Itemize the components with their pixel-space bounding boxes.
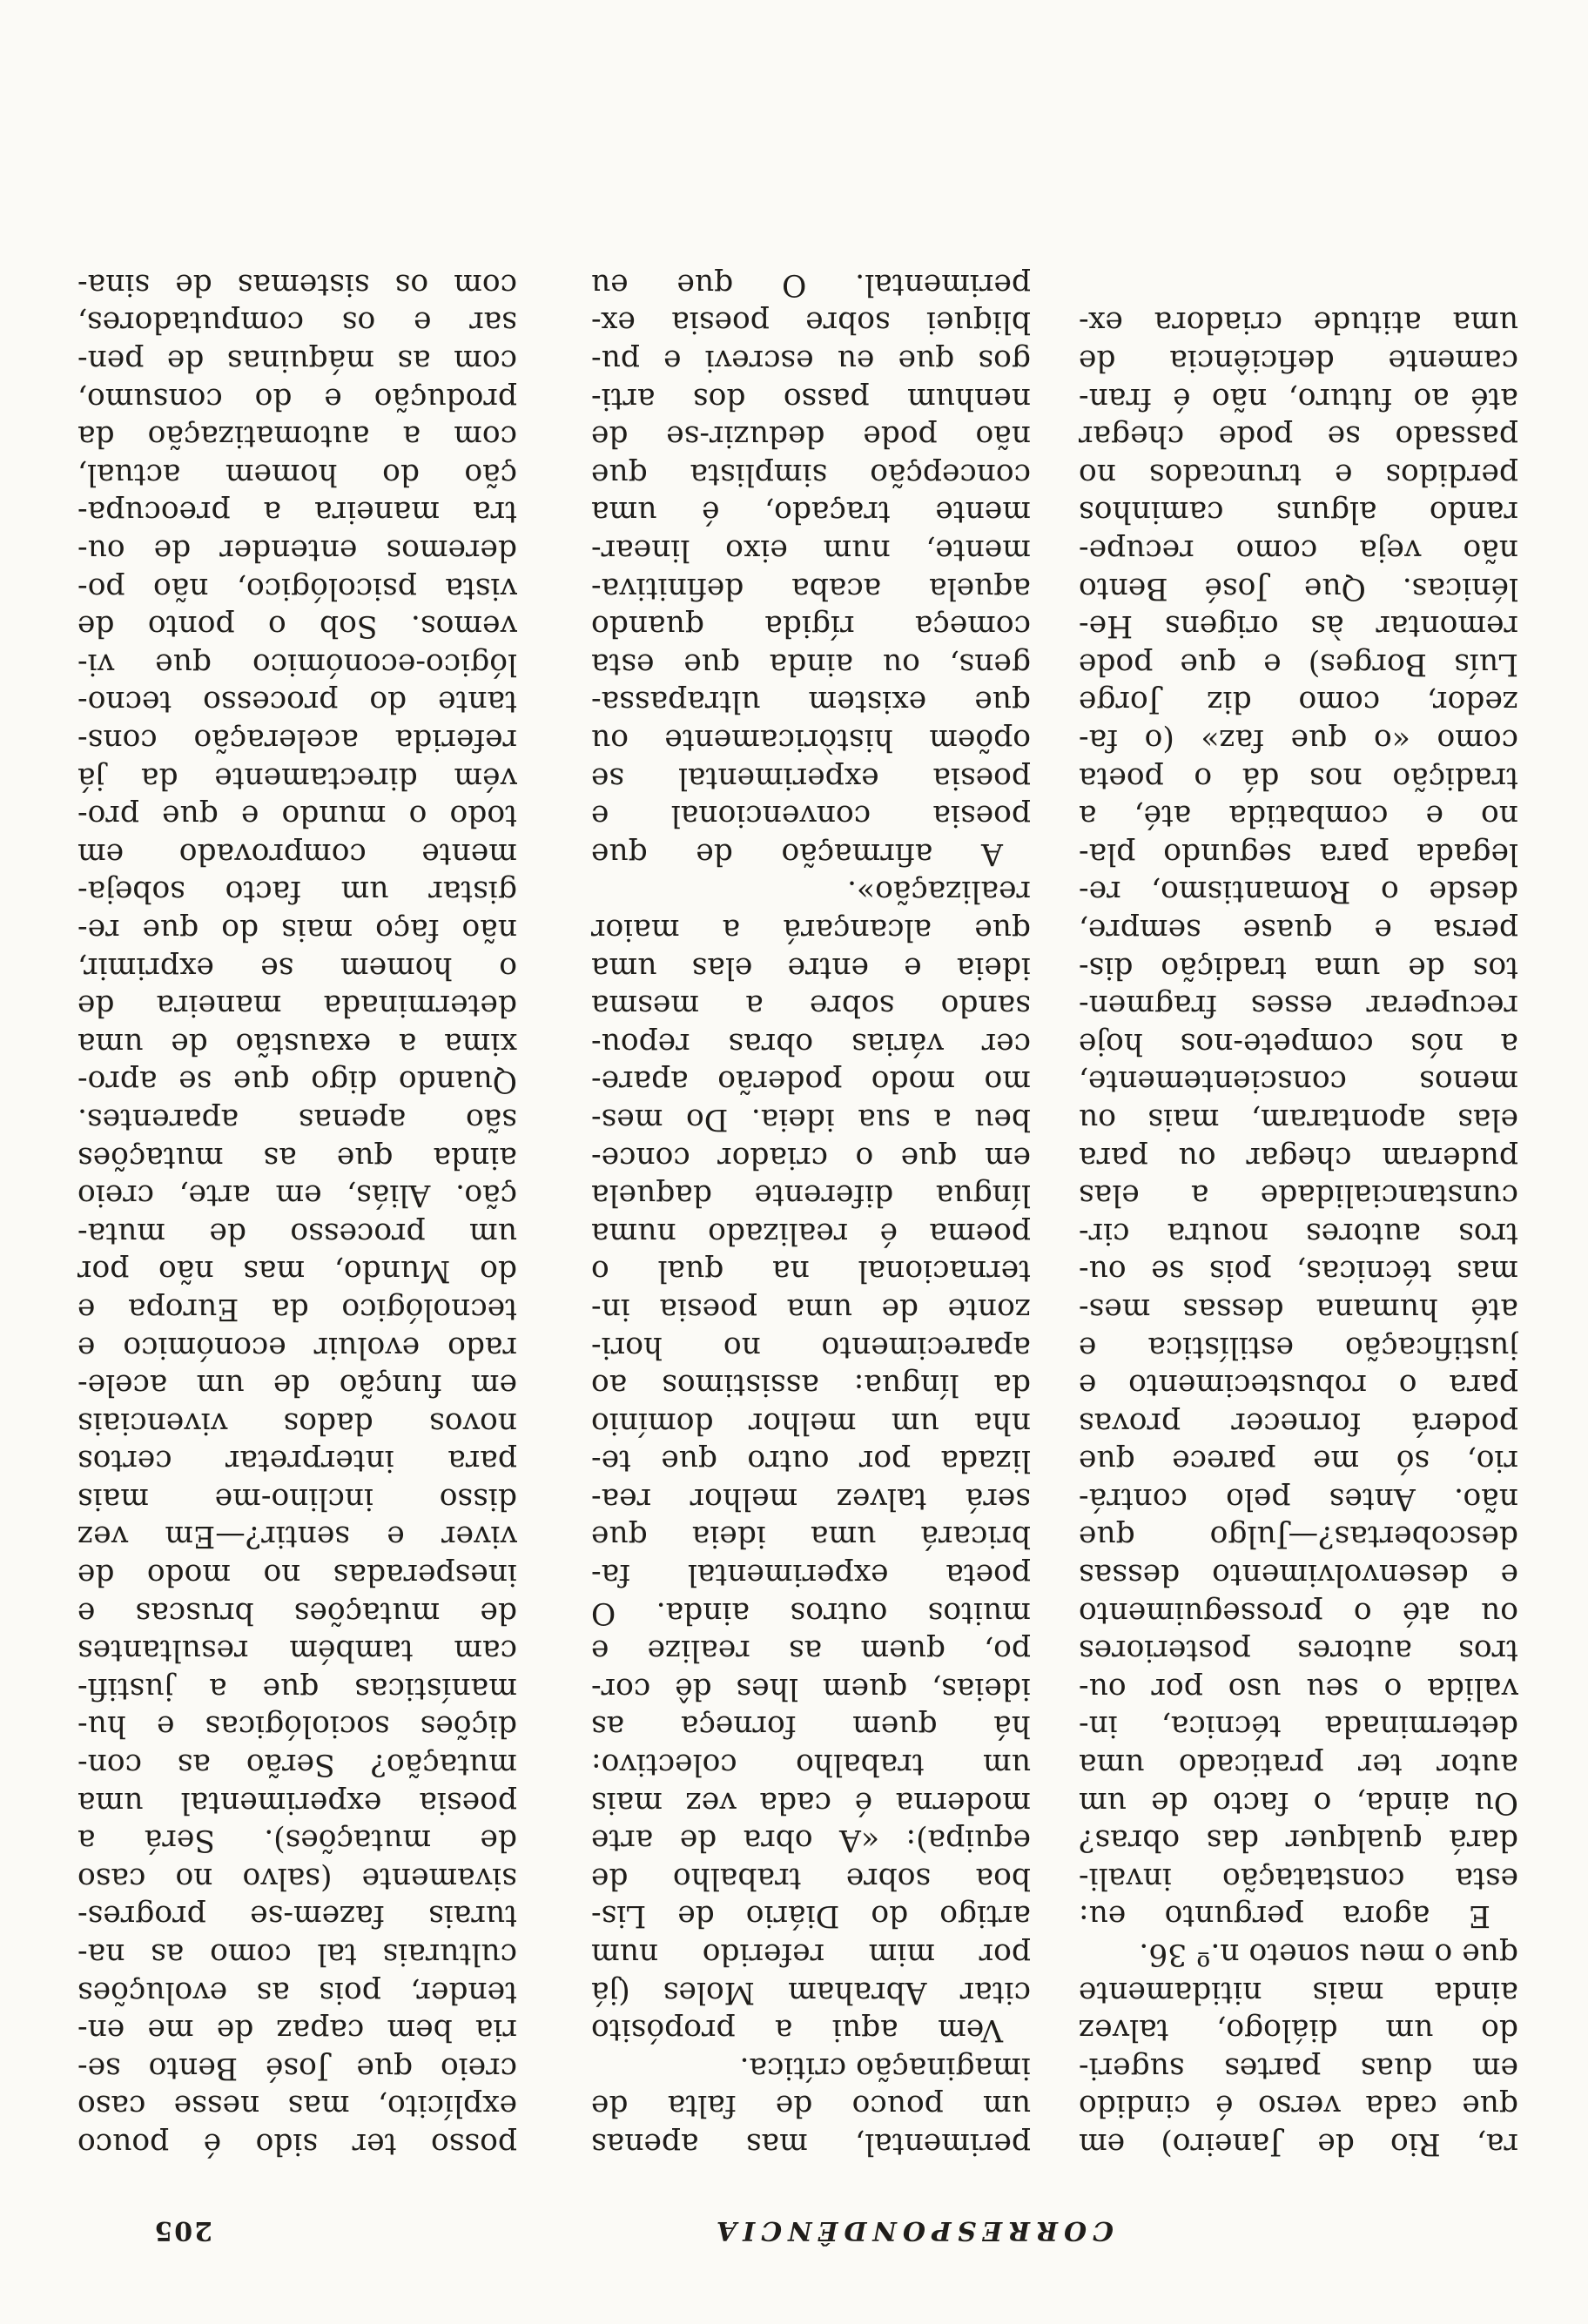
text-column-2 xyxy=(591,265,1031,2162)
text-line: xima a exaustão de uma xyxy=(77,1025,517,1061)
text-line: poesia experimental uma xyxy=(77,1784,517,1820)
text-line: para interpretar certos xyxy=(77,1443,517,1479)
text-line: será talvez melhor rea- xyxy=(591,1481,1031,1516)
text-line: em duas partes sugeri- xyxy=(1079,2050,1518,2086)
text-line: que o meu soneto n.º 36. xyxy=(1139,1937,1518,1972)
text-line: que alcançará a maior xyxy=(591,912,1031,947)
text-line: E agora pergunto eu: xyxy=(1079,1898,1490,1934)
text-line: tra maneira a preocupa- xyxy=(77,494,517,530)
text-line: legada para segundo pla- xyxy=(1079,836,1518,871)
text-line: perimental. O que eu xyxy=(591,266,1031,302)
text-line: vemos. Sob o ponto de xyxy=(77,608,517,644)
text-line: boa sobre trabalho de xyxy=(591,1860,1031,1896)
text-line: rando alguns caminhos xyxy=(1079,494,1518,530)
text-line: muitos outros ainda. O xyxy=(591,1595,1031,1630)
text-line: poesia convencional e xyxy=(591,798,1031,834)
text-line: poderá fornecer provas xyxy=(1079,1405,1518,1441)
text-line: imaginação crítica. xyxy=(739,2050,1031,2086)
text-line: persa e quase sempre, xyxy=(1079,912,1518,947)
text-line: poema é realizado numa xyxy=(591,1215,1031,1251)
text-line: não. Antes pelo contrá- xyxy=(1079,1481,1518,1516)
text-line: sivamente (salvo no caso xyxy=(77,1860,517,1896)
text-line: em função de um acele- xyxy=(77,1367,517,1403)
text-line: todo o mundo e que pro- xyxy=(77,798,517,834)
text-line: ria bem capaz de me en- xyxy=(77,2012,517,2048)
text-line: com os sistemas de sina- xyxy=(77,266,517,302)
text-line: perimental, mas apenas xyxy=(591,2126,1031,2161)
text-line: começa rígida quando xyxy=(591,608,1031,644)
text-line: há quem forneça as xyxy=(591,1709,1031,1744)
text-line: ideias, quem lhes dê cor- xyxy=(591,1670,1031,1706)
text-line: equipa): «A obra de arte xyxy=(591,1823,1031,1858)
text-line: descobertas?—Julgo que xyxy=(1079,1519,1518,1555)
text-line: rio, só me parece que xyxy=(1079,1443,1518,1479)
text-line: por mim referido num xyxy=(591,1937,1031,1972)
text-line: explícito, mas nesse caso xyxy=(77,2088,517,2124)
text-line: e desenvolvimento dessas xyxy=(1079,1557,1518,1593)
text-line: Quando digo que se apro- xyxy=(77,1064,517,1099)
text-line: lénicas. Que José Bento xyxy=(1079,570,1518,606)
text-line: um pouco de falta de xyxy=(591,2088,1031,2124)
text-line: esta constatação invali- xyxy=(1079,1860,1518,1896)
text-line: ção. Aliás, em arte, creio xyxy=(77,1178,517,1213)
text-line: creio que José Bento se- xyxy=(77,2050,517,2086)
text-line: o homem se exprimir, xyxy=(77,950,517,985)
text-line: ternacional na qual o xyxy=(591,1253,1031,1289)
text-line: de mutações). Será a xyxy=(77,1823,517,1858)
text-line: tos de uma tradição dis- xyxy=(1079,950,1518,985)
text-line: Ou ainda, o facto de um xyxy=(1079,1784,1518,1820)
text-line: língua diferente daquela xyxy=(591,1178,1031,1213)
text-line: do Mundo, mas não por xyxy=(77,1253,517,1289)
text-line: desde o Romantismo, re- xyxy=(1079,874,1518,910)
text-line: A afirmação de que xyxy=(591,836,1003,871)
text-line: em que o criador conce- xyxy=(591,1139,1031,1175)
text-line: camente deficiência de xyxy=(1079,343,1518,379)
text-line: sando sobre a mesma xyxy=(591,988,1031,1024)
text-line: tecnológico da Europa e xyxy=(77,1291,517,1327)
text-line: um processo de muta- xyxy=(77,1215,517,1251)
text-line: culturais tal como as na- xyxy=(77,1937,517,1972)
text-line: determinada maneira de xyxy=(77,988,517,1024)
running-head: CORRESPONDÊNCIA xyxy=(710,2215,1114,2246)
text-line: menos conscientemente, xyxy=(1079,1064,1518,1099)
page-number: 205 xyxy=(152,2215,212,2246)
text-line: mente comprovado em xyxy=(77,836,517,871)
text-line: cunstancialidade a elas xyxy=(1079,1178,1518,1213)
text-line: lógico-económico que vi- xyxy=(77,646,517,682)
text-line: que cada verso é cindido xyxy=(1079,2088,1518,2124)
text-line: no e combatida até, a xyxy=(1079,798,1518,834)
text-line: posso ter sido é pouco xyxy=(77,2126,517,2161)
text-line: um trabalho colectivo: xyxy=(591,1747,1031,1783)
text-line: Vem aqui a propósito xyxy=(591,2012,1003,2048)
text-line: elas apontaram, mais ou xyxy=(1079,1101,1518,1137)
text-line: gens, ou ainda que esta xyxy=(591,646,1031,682)
text-line: uma atitude criadora ex- xyxy=(1079,305,1518,340)
text-line: turais fazem-se progres- xyxy=(77,1898,517,1934)
text-line: artigo do Diário de Lis- xyxy=(591,1898,1031,1934)
text-line: poeta experimental fa- xyxy=(591,1557,1031,1593)
text-line: a nós compete-nos hoje xyxy=(1079,1025,1518,1061)
text-line: inesperadas no modo de xyxy=(77,1557,517,1593)
text-line: sar e os computadores, xyxy=(77,305,517,340)
text-column-3 xyxy=(77,265,517,2162)
text-line: do um diálogo, talvez xyxy=(1079,2012,1518,2048)
text-line: gistar um facto sobeja- xyxy=(77,874,517,910)
text-line: perdidos e truncados no xyxy=(1079,456,1518,492)
text-line: puderam chegar ou para xyxy=(1079,1139,1518,1175)
text-line: vista psicológico, não po- xyxy=(77,570,517,606)
text-line: são apenas aparentes. xyxy=(77,1101,517,1137)
text-line: realização». xyxy=(846,874,1031,910)
text-line: tros autores noutra cir- xyxy=(1079,1215,1518,1251)
text-line: ção do homem actual, xyxy=(77,456,517,492)
text-line: viver e sentir?—Em vez xyxy=(77,1519,517,1555)
text-line: produção e do consumo, xyxy=(77,380,517,416)
text-line: cer várias obras repou- xyxy=(591,1025,1031,1061)
text-line: mas técnicas, pois se ou- xyxy=(1079,1253,1518,1289)
text-line: aquela acaba definitiva- xyxy=(591,570,1031,606)
text-line: ou até o prosseguimento xyxy=(1079,1595,1518,1630)
text-line: Luís Borges) e que pode xyxy=(1079,646,1518,682)
text-line: citar Abraham Moles (já xyxy=(591,1974,1031,2010)
text-line: recuperar esses fragmen- xyxy=(1079,988,1518,1024)
text-line: como «o que faz» (o fa- xyxy=(1079,722,1518,758)
text-line: manísticas que a justifi- xyxy=(77,1670,517,1706)
text-line: nha um melhor domínio xyxy=(591,1405,1031,1441)
text-line: moderna é cada vez mais xyxy=(591,1784,1031,1820)
text-line: zonte de uma poesia in- xyxy=(591,1291,1031,1327)
text-line: lizada por outro que te- xyxy=(591,1443,1031,1479)
text-line: com a automatização da xyxy=(77,419,517,454)
text-line: de mutações bruscas e xyxy=(77,1595,517,1630)
text-line: ra, Rio de Janeiro) em xyxy=(1079,2126,1518,2161)
text-line: rado evoluir económico e xyxy=(77,1329,517,1365)
text-line: tradição nos dá o poeta xyxy=(1079,760,1518,796)
text-line: bliquei sobre poesia ex- xyxy=(591,305,1031,340)
text-line: dições sociológicas e hu- xyxy=(77,1709,517,1744)
text-line: zedor, como diz Jorge xyxy=(1079,684,1518,720)
text-line: dará qualquer das obras? xyxy=(1079,1823,1518,1858)
text-line: cam também resultantes xyxy=(77,1633,517,1669)
text-line: ainda que as mutações xyxy=(77,1139,517,1175)
text-line: determinada técnica, in- xyxy=(1079,1709,1518,1744)
text-line: mo modo poderão apare- xyxy=(591,1064,1031,1099)
text-line: passado se pode chegar xyxy=(1079,419,1518,454)
text-line: justificação estilística e xyxy=(1079,1329,1518,1365)
text-line: nenhum passo dos arti- xyxy=(591,380,1031,416)
text-line: ainda mais nitidamente xyxy=(1079,1974,1518,2010)
text-line: mente, num eixo linear- xyxy=(591,533,1031,568)
text-line: autor ter praticado uma xyxy=(1079,1747,1518,1783)
text-line: mente traçado, é uma xyxy=(591,494,1031,530)
text-line: não faço mais do que re- xyxy=(77,912,517,947)
text-line: não pode deduzir-se de xyxy=(591,419,1031,454)
text-line: aparecimento no hori- xyxy=(591,1329,1031,1365)
text-line: mutação? Serão as con- xyxy=(77,1747,517,1783)
text-line: bricará uma ideia que xyxy=(591,1519,1031,1555)
text-line: tante do processo tecno- xyxy=(77,684,517,720)
text-line: opõem històricamente ou xyxy=(591,722,1031,758)
text-line: ideia e entre elas uma xyxy=(591,950,1031,985)
text-line: até humana dessas mes- xyxy=(1079,1291,1518,1327)
text-line: referida aceleração cons- xyxy=(77,722,517,758)
text-line: valida o seu uso por ou- xyxy=(1079,1670,1518,1706)
text-line: não veja como recupe- xyxy=(1079,533,1518,568)
text-line: gos que eu escrevi e pu- xyxy=(591,343,1031,379)
text-line: poesia experimental se xyxy=(591,760,1031,796)
text-line: novos dados vivenciais xyxy=(77,1405,517,1441)
text-line: da língua: assistimos ao xyxy=(591,1367,1031,1403)
text-line: até ao futuro, não é fran- xyxy=(1079,380,1518,416)
text-line: tender, pois as evoluções xyxy=(77,1974,517,2010)
text-line: para o robustecimento e xyxy=(1079,1367,1518,1403)
text-line: deremos entender de ou- xyxy=(77,533,517,568)
text-column-1 xyxy=(1079,303,1518,2162)
text-line: tros autores posteriores xyxy=(1079,1633,1518,1669)
text-line: com as máquinas de pen- xyxy=(77,343,517,379)
text-line: remontar às origens He- xyxy=(1079,608,1518,644)
text-line: concepção simplista que xyxy=(591,456,1031,492)
text-line: vém directamente da já xyxy=(77,760,517,796)
text-line: po, quem as realize e xyxy=(591,1633,1031,1669)
text-line: beu a sua ideia. Do mes- xyxy=(591,1101,1031,1137)
text-line: disso inclino-me mais xyxy=(77,1481,517,1516)
text-line: que existem ultrapassa- xyxy=(591,684,1031,720)
